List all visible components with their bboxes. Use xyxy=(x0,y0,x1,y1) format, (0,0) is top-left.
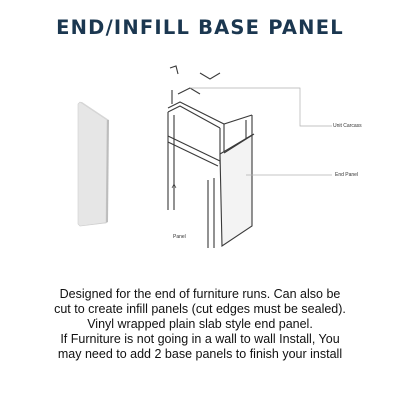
description-line: Designed for the end of furniture runs. Can also be xyxy=(59,287,341,301)
description-line: cut to create infill panels (cut edges must be sealed). xyxy=(54,302,346,316)
end-panel-image xyxy=(74,98,114,228)
panel-label: Panel xyxy=(173,234,186,240)
installation-diagram xyxy=(160,60,360,250)
unit-carcass-label: Unit Carcass xyxy=(333,123,362,129)
description-line: Vinyl wrapped plain slab style end panel. xyxy=(87,317,313,331)
description-line: If Furniture is not going in a wall to wall Install, You xyxy=(60,332,340,346)
page-title: END/INFILL BASE PANEL xyxy=(56,16,344,39)
description-line: may need to add 2 base panels to finish your install xyxy=(57,347,343,361)
description xyxy=(0,287,400,362)
end-panel-label: End Panel xyxy=(335,172,359,178)
